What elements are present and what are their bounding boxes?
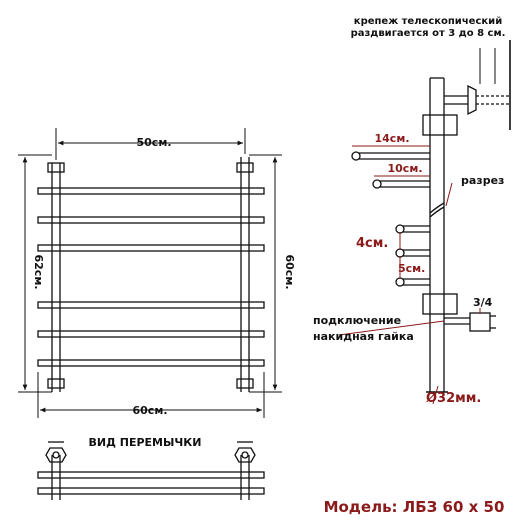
gap-a-label: 4см.: [356, 236, 389, 251]
top-clamp: [423, 115, 457, 135]
clamp-note-line1: крепеж телескопический: [353, 16, 503, 27]
wall-flange: [468, 86, 476, 114]
bridge-view: [38, 442, 264, 500]
thread-size-label: 3/4: [473, 296, 493, 309]
dim-bottom-label: 60см.: [132, 404, 168, 417]
rail: [38, 302, 264, 308]
union-nut: [470, 313, 490, 331]
rail: [38, 360, 264, 366]
right-post: [237, 157, 253, 392]
pipe-diameter-label: Ø32мм.: [426, 391, 482, 406]
rail: [38, 217, 264, 223]
dim-top-label: 50см.: [136, 136, 172, 149]
side-dimensions: [339, 146, 480, 404]
left-post: [48, 163, 64, 392]
arm-end: [352, 152, 360, 160]
bridge-nut-left: [46, 448, 66, 462]
bottom-clamp: [423, 294, 457, 314]
arm-short-label: 10см.: [387, 162, 423, 175]
front-view: [18, 128, 282, 418]
rails: [38, 188, 264, 366]
bridge-view-title: ВИД ПЕРЕМЫЧКИ: [88, 436, 202, 449]
bridge-nut-right: [235, 448, 255, 462]
rail: [38, 188, 264, 194]
rail: [38, 245, 264, 251]
dim-right: [249, 155, 282, 392]
dim-left-label: 62см.: [32, 254, 45, 290]
bridge-rail: [38, 472, 264, 478]
bridge-rail: [38, 488, 264, 494]
gap-b-label: 5см.: [398, 262, 426, 275]
arm-long-label: 14см.: [374, 132, 410, 145]
arm-end: [373, 180, 381, 188]
model-label: Модель: ЛБЗ 60 х 50: [323, 498, 505, 516]
connection-label-2: накидная гайка: [313, 330, 414, 343]
rail: [38, 331, 264, 337]
connection-label-1: подключение: [313, 314, 402, 327]
dim-right-label: 60см.: [283, 254, 296, 290]
cut-label: разрез: [461, 174, 505, 187]
clamp-note-line2: раздвигается от 3 до 8 см.: [350, 28, 506, 39]
